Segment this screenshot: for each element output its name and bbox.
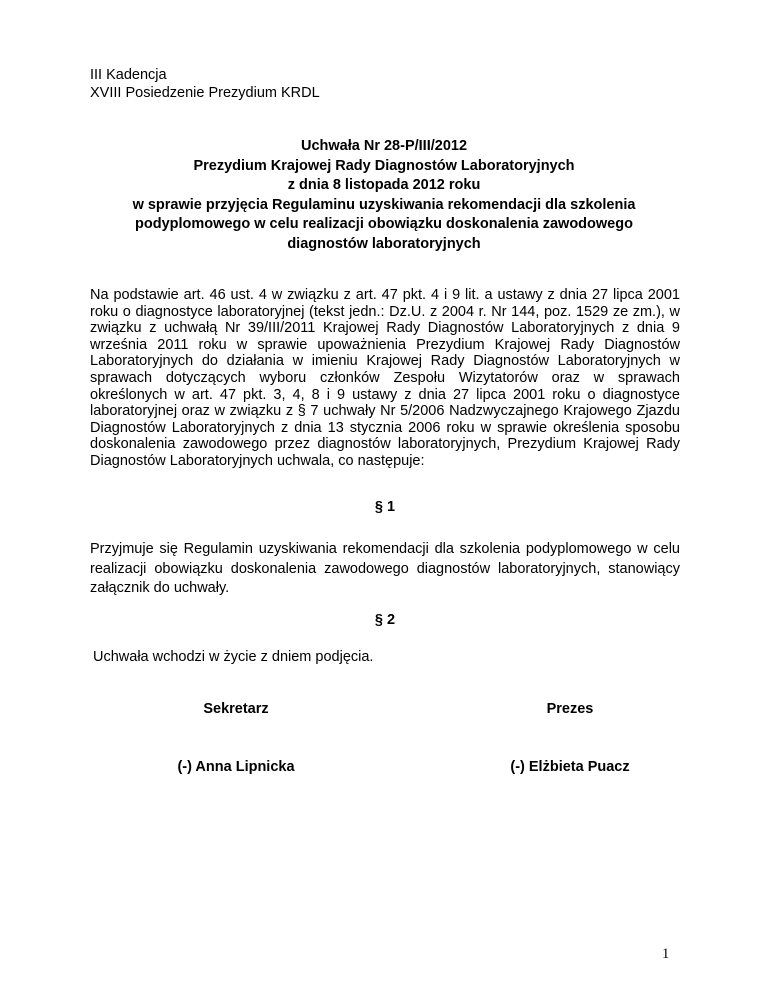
meeting-label: XVIII Posiedzenie Prezydium KRDL: [90, 85, 320, 101]
resolution-number: Uchwała Nr 28-P/III/2012: [300, 138, 468, 154]
secretary-title: Sekretarz: [203, 701, 269, 717]
resolution-subject-line-2: podyplomowego w celu realizacji obowiązku doskonalenia zawodowego: [135, 216, 633, 232]
issuing-body: Prezydium Krajowej Rady Diagnostów Laboratoryjnych: [193, 157, 575, 174]
secretary-name: (-) Anna Lipnicka: [177, 759, 295, 775]
president-name: (-) Elżbieta Puacz: [510, 759, 630, 775]
resolution-subject-line-1: w sprawie przyjęcia Regulaminu uzyskiwania rekomendacji dla szkolenia: [132, 196, 636, 213]
section-1-text: Przyjmuje się Regulamin uzyskiwania rekomendacji dla szkolenia podyplomowego w celu realizacji obowiązku doskonalenia zawodowego diagnostów laboratoryjnych, stanowiący załącznik do uchwały.: [90, 541, 680, 596]
legal-basis-paragraph: Na podstawie art. 46 ust. 4 w związku z art. 47 pkt. 4 i 9 lit. a ustawy z dnia 27 lipca 2001 roku o diagnostyce laboratoryjnej (tekst jedn.: Dz.U. z 2004 r. Nr 144, poz. 1529 ze zm.), w związku z uchwałą Nr 39/III/2011 Krajowej Rady Diagnostów Laboratoryjnych z dnia 9 września 2011 roku w sprawie upoważnienia Prezydium Krajowej Rady Diagnostów Laboratoryjnych do działania w imieniu Krajowej Rady Diagnostów Laboratoryjnych w sprawach dotyczących wyboru członków Zespołu Wizytatorów oraz w sprawach określonych w art. 47 pkt. 3, 4, 8 i 9 ustawy z dnia 27 lipca 2001 roku o diagnostyce laboratoryjnej oraz w związku z § 7 uchwały Nr 5/2006 Nadzwyczajnego Krajowego Zjazdu Diagnostów Laboratoryjnych z dnia 13 stycznia 2006 roku w sprawie określenia sposobu doskonalenia zawodowego przez diagnostów laboratoryjnych, Prezydium Krajowej Rady Diagnostów Laboratoryjnych uchwala, co następuje:: [90, 287, 680, 469]
resolution-title: [90, 137, 678, 254]
document-header: [90, 66, 320, 102]
page-number: 1: [662, 946, 670, 962]
resolution-date: z dnia 8 listopada 2012 roku: [287, 177, 481, 193]
section-2-text: Uchwała wchodzi w życie z dniem podjęcia.: [93, 649, 374, 665]
term-label: III Kadencja: [90, 67, 167, 83]
section-1-mark: § 1: [374, 499, 396, 515]
section-2-mark: § 2: [374, 612, 396, 628]
resolution-subject-line-3: diagnostów laboratoryjnych: [287, 235, 481, 252]
president-title: Prezes: [546, 701, 594, 717]
